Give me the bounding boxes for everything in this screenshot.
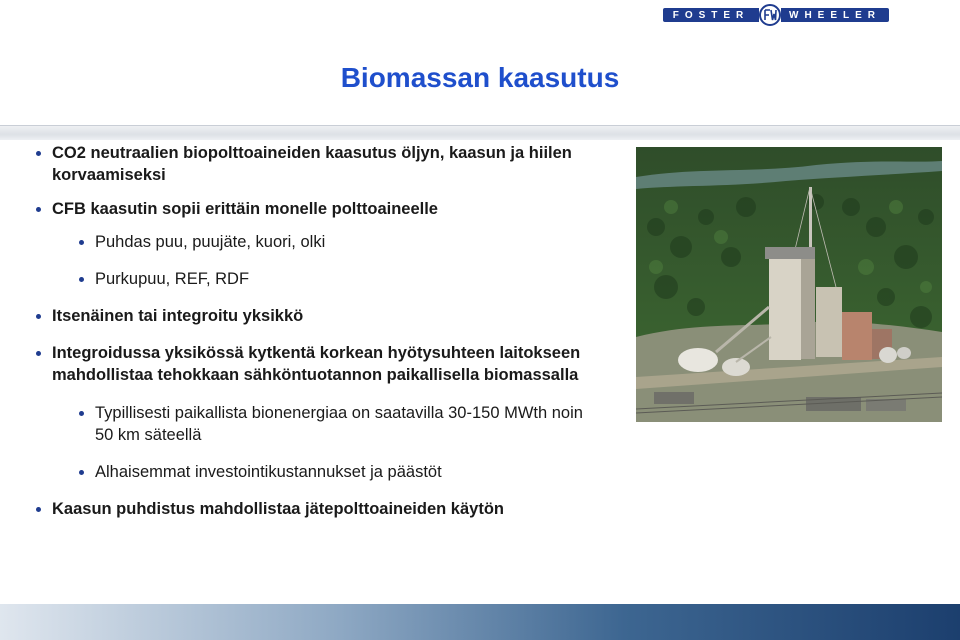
logo-left-text: FOSTER bbox=[663, 8, 759, 22]
bullet-list bbox=[36, 142, 636, 520]
bullet-item bbox=[36, 498, 636, 520]
bullet-text: Alhaisemmat investointikustannukset ja päästöt bbox=[95, 463, 442, 481]
bullet-icon bbox=[36, 507, 41, 512]
bullet-text: CFB kaasutin sopii erittäin monelle polttoaineelle bbox=[52, 200, 438, 218]
sub-bullet-item bbox=[79, 231, 636, 253]
bullet-icon bbox=[36, 314, 41, 319]
bullet-text: Purkupuu, REF, RDF bbox=[95, 270, 250, 288]
bullet-item bbox=[36, 305, 636, 327]
bullet-text: Itsenäinen tai integroitu yksikkö bbox=[52, 307, 304, 325]
sub-bullet-item bbox=[79, 461, 636, 483]
bullet-icon bbox=[79, 277, 84, 282]
bullet-icon bbox=[79, 470, 84, 475]
footer-band bbox=[0, 604, 960, 640]
bullet-text: Typillisesti paikallista bionenergiaa on saatavilla 30-150 MWth noin 50 km säteellä bbox=[95, 404, 583, 444]
sub-bullet-item bbox=[79, 268, 636, 290]
company-logo bbox=[663, 4, 889, 26]
title-divider bbox=[0, 125, 960, 140]
logo-right-text: WHEELER bbox=[781, 8, 889, 22]
bullet-text: Integroidussa yksikössä kytkentä korkean hyötysuhteen laitokseen mahdollistaa tehokkaan sähköntuotannon paikallisella biomassalla bbox=[52, 344, 581, 384]
bullet-text: Puhdas puu, puujäte, kuori, olki bbox=[95, 233, 326, 251]
bullet-item bbox=[36, 198, 636, 220]
bullet-item bbox=[36, 342, 612, 386]
bullet-item bbox=[36, 142, 636, 186]
power-plant-photo bbox=[636, 147, 942, 422]
logo-mark-icon bbox=[759, 4, 781, 26]
bullet-text: Kaasun puhdistus mahdollistaa jätepolttoaineiden käytön bbox=[52, 500, 504, 518]
bullet-icon bbox=[36, 207, 41, 212]
bullet-icon bbox=[79, 240, 84, 245]
bullet-text: CO2 neutraalien biopolttoaineiden kaasutus öljyn, kaasun ja hiilen korvaamiseksi bbox=[52, 144, 572, 184]
sub-bullet-item bbox=[79, 402, 595, 446]
bullet-icon bbox=[36, 351, 41, 356]
bullet-icon bbox=[79, 411, 84, 416]
bullet-icon bbox=[36, 151, 41, 156]
slide-title: Biomassan kaasutus bbox=[340, 62, 620, 93]
